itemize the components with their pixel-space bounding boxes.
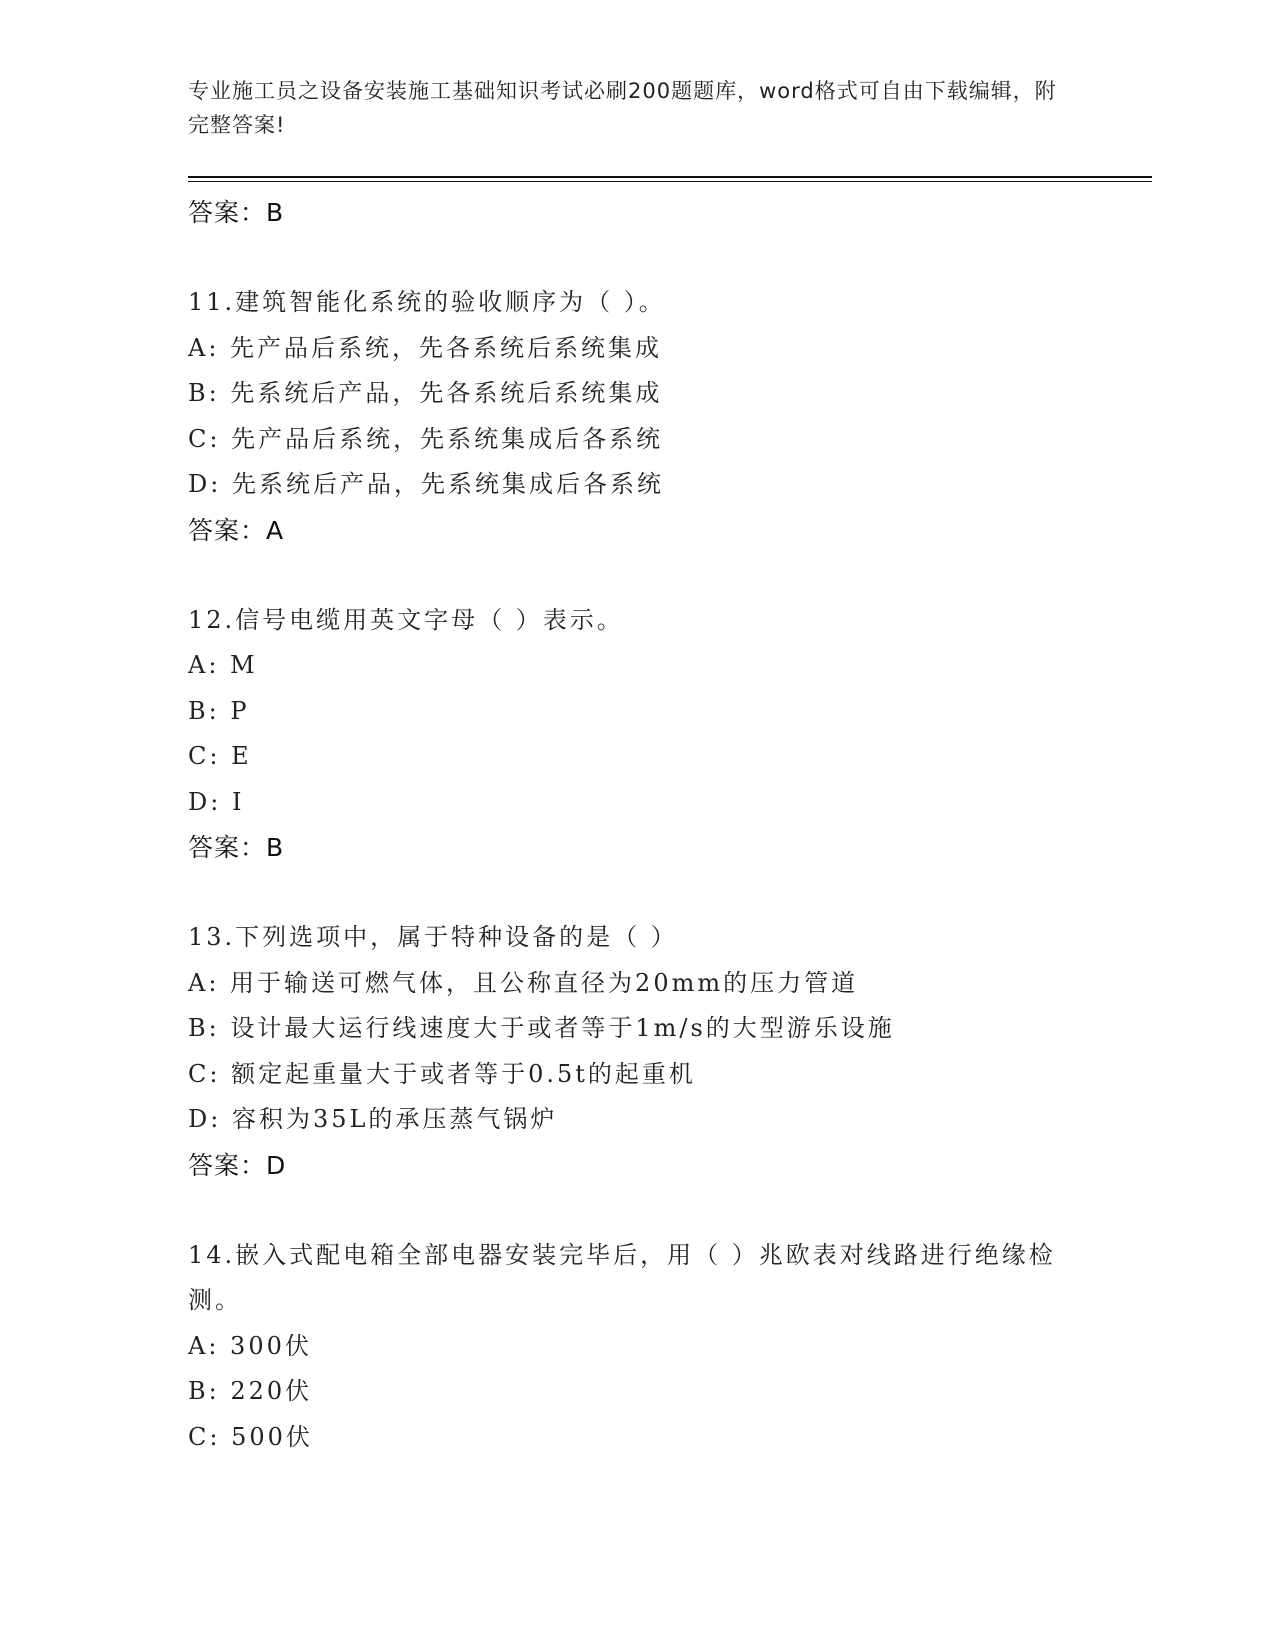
question-list — [188, 190, 1088, 1460]
option-d: D: I — [188, 787, 245, 816]
option-b: B: 设计最大运行线速度大于或者等于1m/s的大型游乐设施 — [188, 1014, 895, 1042]
answer-line: 答案：A — [188, 515, 285, 545]
option-c: C: 额定起重量大于或者等于0.5t的起重机 — [188, 1059, 696, 1088]
answer-line: 答案：B — [188, 198, 285, 227]
question-11 — [188, 280, 1088, 554]
answer-line: 答案：B — [188, 833, 285, 862]
option-c: C: 500伏 — [188, 1422, 313, 1451]
option-c: C: 先产品后系统，先系统集成后各系统 — [188, 424, 664, 453]
question-text: 14.嵌入式配电箱全部电器安装完毕后，用（ ）兆欧表对线路进行绝缘检测。 — [188, 1240, 1056, 1314]
option-d: D: 容积为35L的承压蒸气锅炉 — [188, 1105, 558, 1133]
spacer — [188, 871, 1088, 915]
option-a: A: 先产品后系统，先各系统后系统集成 — [188, 333, 663, 362]
option-b: B: 先系统后产品，先各系统后系统集成 — [188, 379, 663, 407]
answer-line: 答案：D — [188, 1150, 287, 1180]
question-14 — [188, 1233, 1088, 1461]
option-c: C: E — [188, 742, 252, 770]
question-text: 11.建筑智能化系统的验收顺序为（ ）。 — [188, 288, 666, 316]
spacer — [188, 554, 1088, 598]
option-a: A: M — [188, 651, 258, 679]
header-divider-thick — [188, 176, 1152, 178]
question-text: 13.下列选项中，属于特种设备的是（ ） — [188, 923, 678, 951]
question-text: 12.信号电缆用英文字母（ ）表示。 — [188, 605, 624, 634]
document-header — [188, 74, 1068, 142]
option-b: B: 220伏 — [188, 1377, 313, 1405]
question-12 — [188, 598, 1088, 872]
option-d: D: 先系统后产品，先系统集成后各系统 — [188, 470, 664, 498]
spacer — [188, 236, 1088, 280]
header-divider-thin — [188, 181, 1152, 182]
option-b: B: P — [188, 696, 250, 725]
question-13 — [188, 915, 1088, 1189]
option-a: A: 300伏 — [188, 1331, 312, 1360]
spacer — [188, 1189, 1088, 1233]
option-a: A: 用于输送可燃气体，且公称直径为20mm的压力管道 — [188, 968, 859, 997]
header-title: 专业施工员之设备安装施工基础知识考试必刷200题题库，word格式可自由下载编辑，附完整答案! — [188, 79, 1057, 137]
